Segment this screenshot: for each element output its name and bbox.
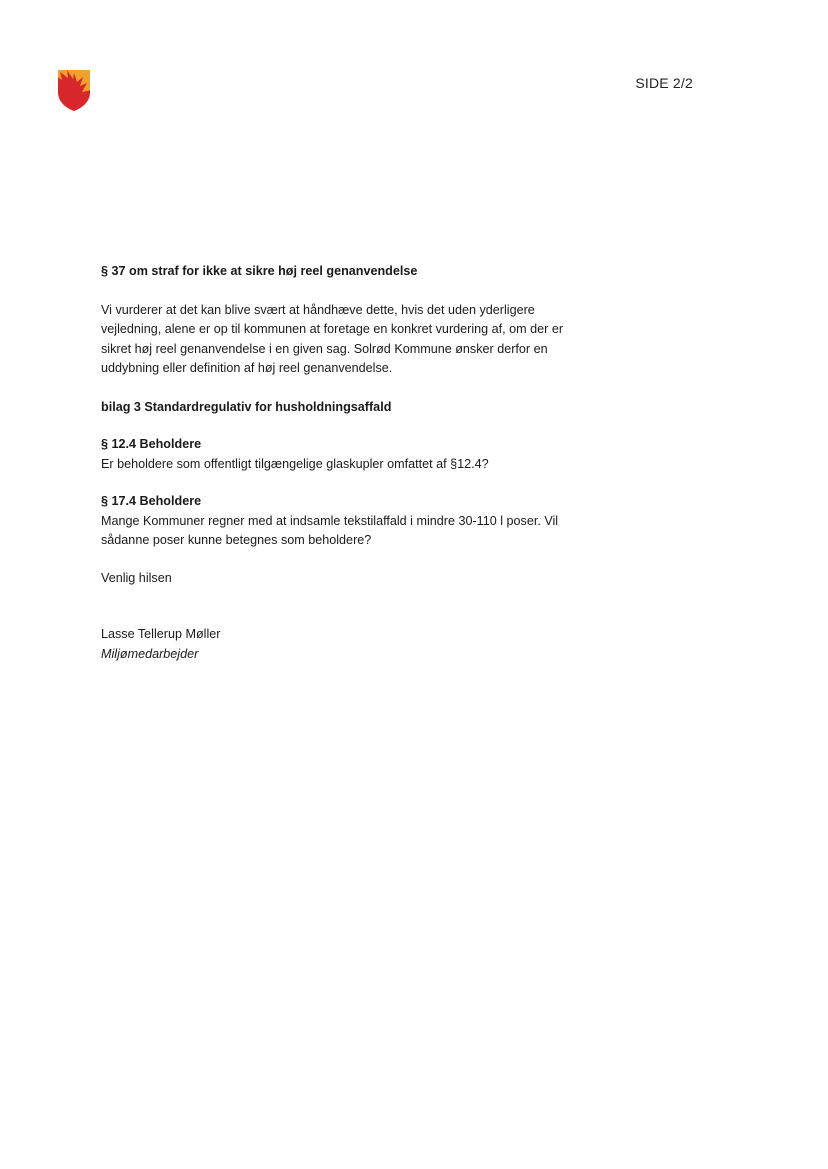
- body-line: sikret høj reel genanvendelse i en given sag. Solrød Kommune ønsker derfor en: [101, 341, 548, 356]
- closing-greeting: Venlig hilsen: [101, 570, 172, 585]
- body-line: sådanne poser kunne betegnes som beholdere?: [101, 533, 372, 547]
- page-number: SIDE 2/2: [635, 75, 693, 91]
- body-line: Mange Kommuner regner med at indsamle tekstilaffald i mindre 30-110 l poser. Vil: [101, 513, 559, 528]
- body-line: Er beholdere som offentligt tilgængelige glaskupler omfattet af §12.4?: [101, 456, 489, 471]
- body-line: Vi vurderer at det kan blive svært at håndhæve dette, hvis det uden yderligere: [101, 302, 535, 317]
- coat-of-arms-icon: [56, 68, 92, 112]
- signatory-title: Miljømedarbejder: [101, 646, 199, 661]
- signatory-name: Lasse Tellerup Møller: [101, 627, 221, 641]
- section-heading: bilag 3 Standardregulativ for husholdningsaffald: [101, 399, 392, 414]
- section-heading: § 17.4 Beholdere: [101, 494, 202, 508]
- section-heading: § 37 om straf for ikke at sikre høj reel genanvendelse: [101, 264, 418, 278]
- body-line: uddybning eller definition af høj reel genanvendelse.: [101, 361, 393, 375]
- body-line: vejledning, alene er op til kommunen at foretage en konkret vurdering af, om der er: [101, 322, 564, 336]
- letter-body: [101, 262, 621, 664]
- section-heading: § 12.4 Beholdere: [101, 437, 202, 451]
